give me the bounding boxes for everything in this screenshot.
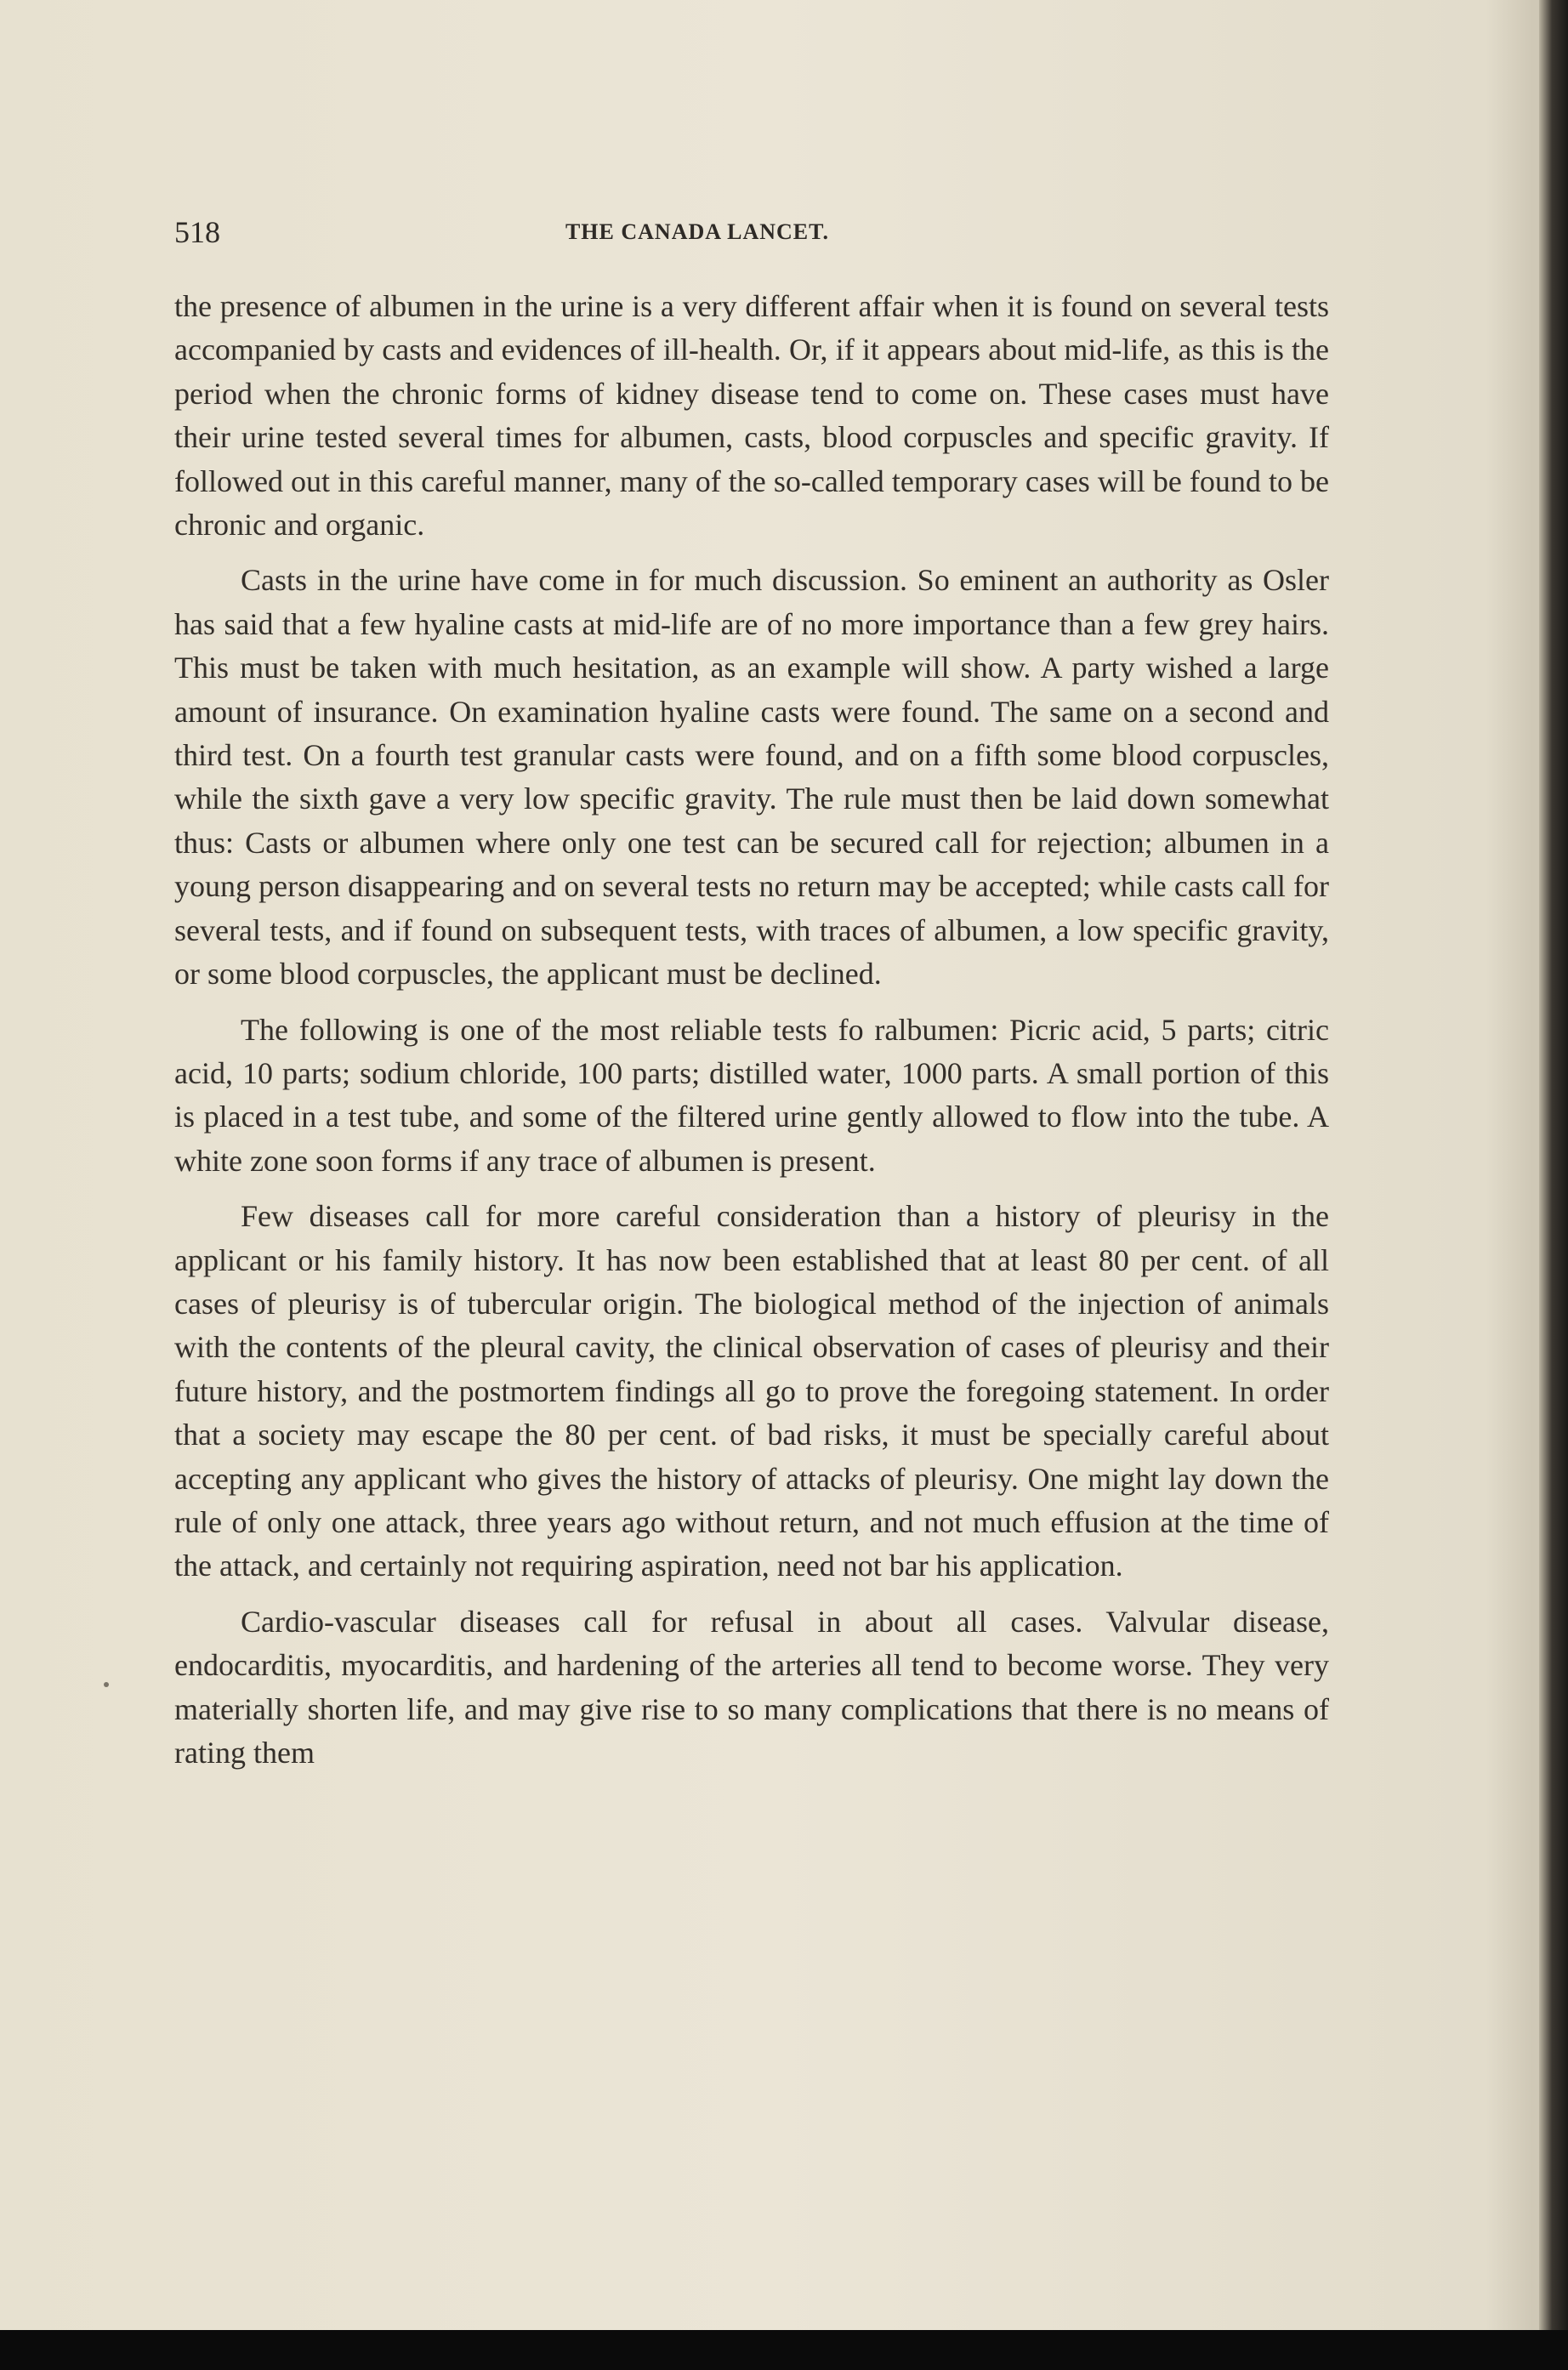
margin-mark [104, 1682, 109, 1687]
page-number: 518 [174, 215, 220, 249]
paragraph-casts-in-urine: Casts in the urine have come in for much discussion. So eminent an authority as Osler has said that a few hyaline casts at mid-life are of no more importance than a few grey hairs. This must be taken with much hesitation, as an example will show. A party wished a large amount of insurance. On examination hyaline casts were found. The same on a second and third test. On a fourth test granular casts were found, and on a fifth some blood corpuscles, while the sixth gave a very low specific gravity. The rule must then be laid down somewhat thus: Casts or albumen where only one test can be secured call for rejection; albumen in a young person disappearing and on several tests no return may be accepted; while casts call for several tests, and if found on subsequent tests, with traces of albumen, a low specific gravity, or some blood corpuscles, the applicant must be declined. [174, 563, 1329, 992]
paragraph-albumen-tests: the presence of albumen in the urine is a very different affair when it is found on several tests accompanied by casts and evidences of ill-health. Or, if it appears about mid-life, as this is the period when the chronic forms of kidney disease tend to come on. These cases must have their urine tested several times for albumen, casts, blood corpuscles and specific gravity. If followed out in this careful manner, many of the so-called temporary cases will be found to be chronic and organic. [174, 289, 1329, 543]
paragraph-cardio-vascular: Cardio-vascular diseases call for refusal in about all cases. Valvular disease, endocarditis, myocarditis, and hardening of the arteries all tend to become worse. They very materially shorten life, and may give rise to so many complications that there is no means of rating them [174, 1604, 1329, 1770]
page-header [174, 214, 1331, 257]
running-title: THE CANADA LANCET. [565, 219, 830, 244]
paragraph-pleurisy: Few diseases call for more careful consideration than a history of pleurisy in the applicant or his family history. It has now been established that at least 80 per cent. of all cases of pleurisy is of tubercular origin. The biological method of the injection of animals with the contents of the pleural cavity, the clinical observation of cases of pleurisy and their future history, and the postmortem findings all go to prove the foregoing statement. In order that a society may escape the 80 per cent. of bad risks, it must be specially careful about accepting any applicant who gives the history of attacks of pleurisy. One might lay down the rule of only one attack, three years ago without return, and not much effusion at the time of the attack, and certainly not requiring aspiration, need not bar his application. [174, 1199, 1329, 1583]
article-body [174, 285, 1329, 1787]
paragraph-albumen-reagent: The following is one of the most reliable tests fo ralbumen: Picric acid, 5 parts; citric acid, 10 parts; sodium chloride, 100 parts; distilled water, 1000 parts. A small portion of this is placed in a test tube, and some of the filtered urine gently allowed to flow into the tube. A white zone soon forms if any trace of albumen is present. [174, 1012, 1329, 1178]
book-spine-shadow [1539, 0, 1568, 2330]
scan-bottom-edge [0, 2330, 1568, 2370]
